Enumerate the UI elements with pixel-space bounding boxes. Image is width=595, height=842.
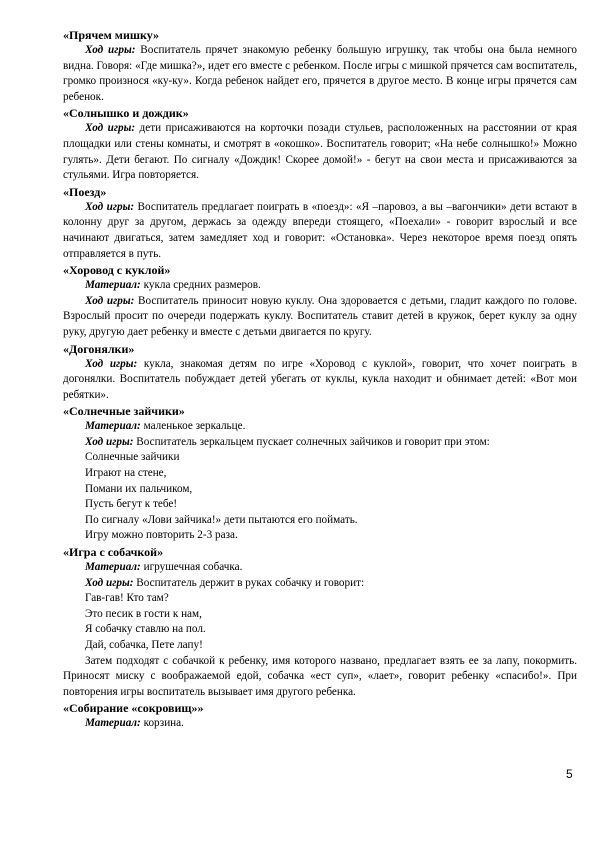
paragraph <box>63 716 577 732</box>
paragraph-text: Воспитатель предлагает поиграть в «поезд»: «Я –паровоз, а вы –вагончики» дети встают в колонну друг за другом, держась за одежду впереди стоящего, «Поехали» - говорит взрослый и все начинают двигаться, затем замедляет ход и говорит: «Остановка». Через некоторое время поезд опять отправляется в путь. <box>63 200 577 260</box>
section-sun-and-rain <box>63 105 577 183</box>
paragraph <box>63 294 577 341</box>
paragraph-text: Воспитатель зеркальцем пускает солнечных зайчиков и говорит при этом: <box>133 435 490 448</box>
section-title: «Догонялки» <box>63 341 135 356</box>
paragraph-text: Воспитатель прячет знакомую ребенку большую игрушку, так чтобы она была немного видна. Говоря: «Где мишка?», идет его вместе с ребенком. После игры с мишкой прячется сам воспитатель, громко произнося «ку-ку». Когда ребенок найдет его, прячется в другое место. В конце игры прячется сам ребенок. <box>63 44 578 103</box>
section-title: «Солнечные зайчики» <box>63 404 185 419</box>
label: Материал: <box>85 279 141 292</box>
label: Ход игры: <box>85 294 135 307</box>
verse-line: Пусть бегут к тебе! <box>85 498 178 511</box>
section-dog-game <box>63 544 577 700</box>
section-round-dance <box>63 262 577 340</box>
paragraph-text: кукла средних размеров. <box>140 279 261 292</box>
paragraph <box>63 435 577 451</box>
verse-line: Играют на стене, <box>85 467 167 480</box>
paragraph <box>63 357 577 404</box>
verse-line: Дай, собачка, Пете лапу! <box>85 639 203 651</box>
section-title: «Хоровод с куклой» <box>63 263 171 278</box>
verse-line: Я собачку ставлю на пол. <box>85 623 206 636</box>
page-number: 5 <box>566 767 573 781</box>
label: Ход игры: <box>85 200 135 213</box>
label: Ход игры: <box>85 122 136 135</box>
paragraph: Затем подходят с собачкой к ребенку, имя которого названо, предлагает взять ее за лапу, покормить. Приносят миску с воображаемой едой, собачка «ест суп», «лает», говорит ребенку «спасибо!». При повторения игры воспитатель вызывает имя другого ребенка. <box>63 654 577 698</box>
paragraph-text: кукла, знакомая детям по игре «Хоровод с куклой», говорит, что хочет поиграть в догонялки. Воспитатель побуждает детей убегать от куклы, кукла находит и обнимает детей: «Вот мои ребятки». <box>63 357 577 401</box>
section-train <box>63 184 577 262</box>
paragraph-text: Воспитатель держит в руках собачку и говорит: <box>133 576 365 589</box>
paragraph-text: игрушечная собачка. <box>140 561 243 574</box>
verse-line: Это песик в гости к нам, <box>85 607 202 620</box>
section-title: «Поезд» <box>63 184 107 199</box>
paragraph-text: Воспитатель приносит новую куклу. Она здоровается с детьми, гладит каждого по голове. Взрослый просит по очереди подержать куклу. Воспитатель ставит детей в кружок, берет куклу за одну руку, другую дает ребенку и вместе с детьми двигается по кругу. <box>63 294 577 338</box>
paragraph-text: дети присаживаются на корточки позади стульев, расположенных на расстоянии от края площадки или стены комнаты, и смотрят в «окошко». Воспитатель говорит; «На небе солнышко!» Можно гулять». Дети бегают. По сигналу «Дождик! Скорее домой!» - бегут на свои места и присаживаются за стульями. Игра повторяется. <box>63 122 577 182</box>
section-hide-bear <box>63 27 577 105</box>
verse-line: Помани их пальчиком, <box>85 482 193 495</box>
section-treasures <box>63 700 577 732</box>
section-title: «Солнышко и дождик» <box>63 106 189 121</box>
paragraph-text: корзина. <box>140 717 184 730</box>
section-title: «Прячем мишку» <box>63 28 160 42</box>
paragraph <box>63 419 577 435</box>
label: Ход игры: <box>85 357 138 370</box>
paragraph: Игру можно повторить 2-3 раза. <box>85 529 238 542</box>
label: Ход игры: <box>85 44 136 56</box>
paragraph <box>63 560 577 576</box>
paragraph <box>63 121 577 183</box>
label: Ход игры: <box>85 435 134 448</box>
section-title: «Собирание «сокровищ»» <box>63 701 204 716</box>
section-title: «Игра с собачкой» <box>63 545 164 560</box>
paragraph <box>63 200 577 262</box>
label: Ход игры: <box>85 576 134 589</box>
label: Материал: <box>85 717 141 730</box>
paragraph-text: маленькое зеркальце. <box>140 420 246 433</box>
paragraph: По сигналу «Лови зайчика!» дети пытаются его поймать. <box>85 513 358 526</box>
document-page <box>63 27 577 732</box>
section-sunbeams <box>63 403 577 544</box>
label: Материал: <box>85 561 141 574</box>
label: Материал: <box>85 420 141 433</box>
verse-line: Солнечные зайчики <box>85 451 180 464</box>
verse-line: Гав-гав! Кто там? <box>85 592 169 605</box>
paragraph <box>63 43 577 105</box>
paragraph <box>63 278 577 294</box>
section-catch-up <box>63 341 577 404</box>
paragraph <box>63 576 577 592</box>
